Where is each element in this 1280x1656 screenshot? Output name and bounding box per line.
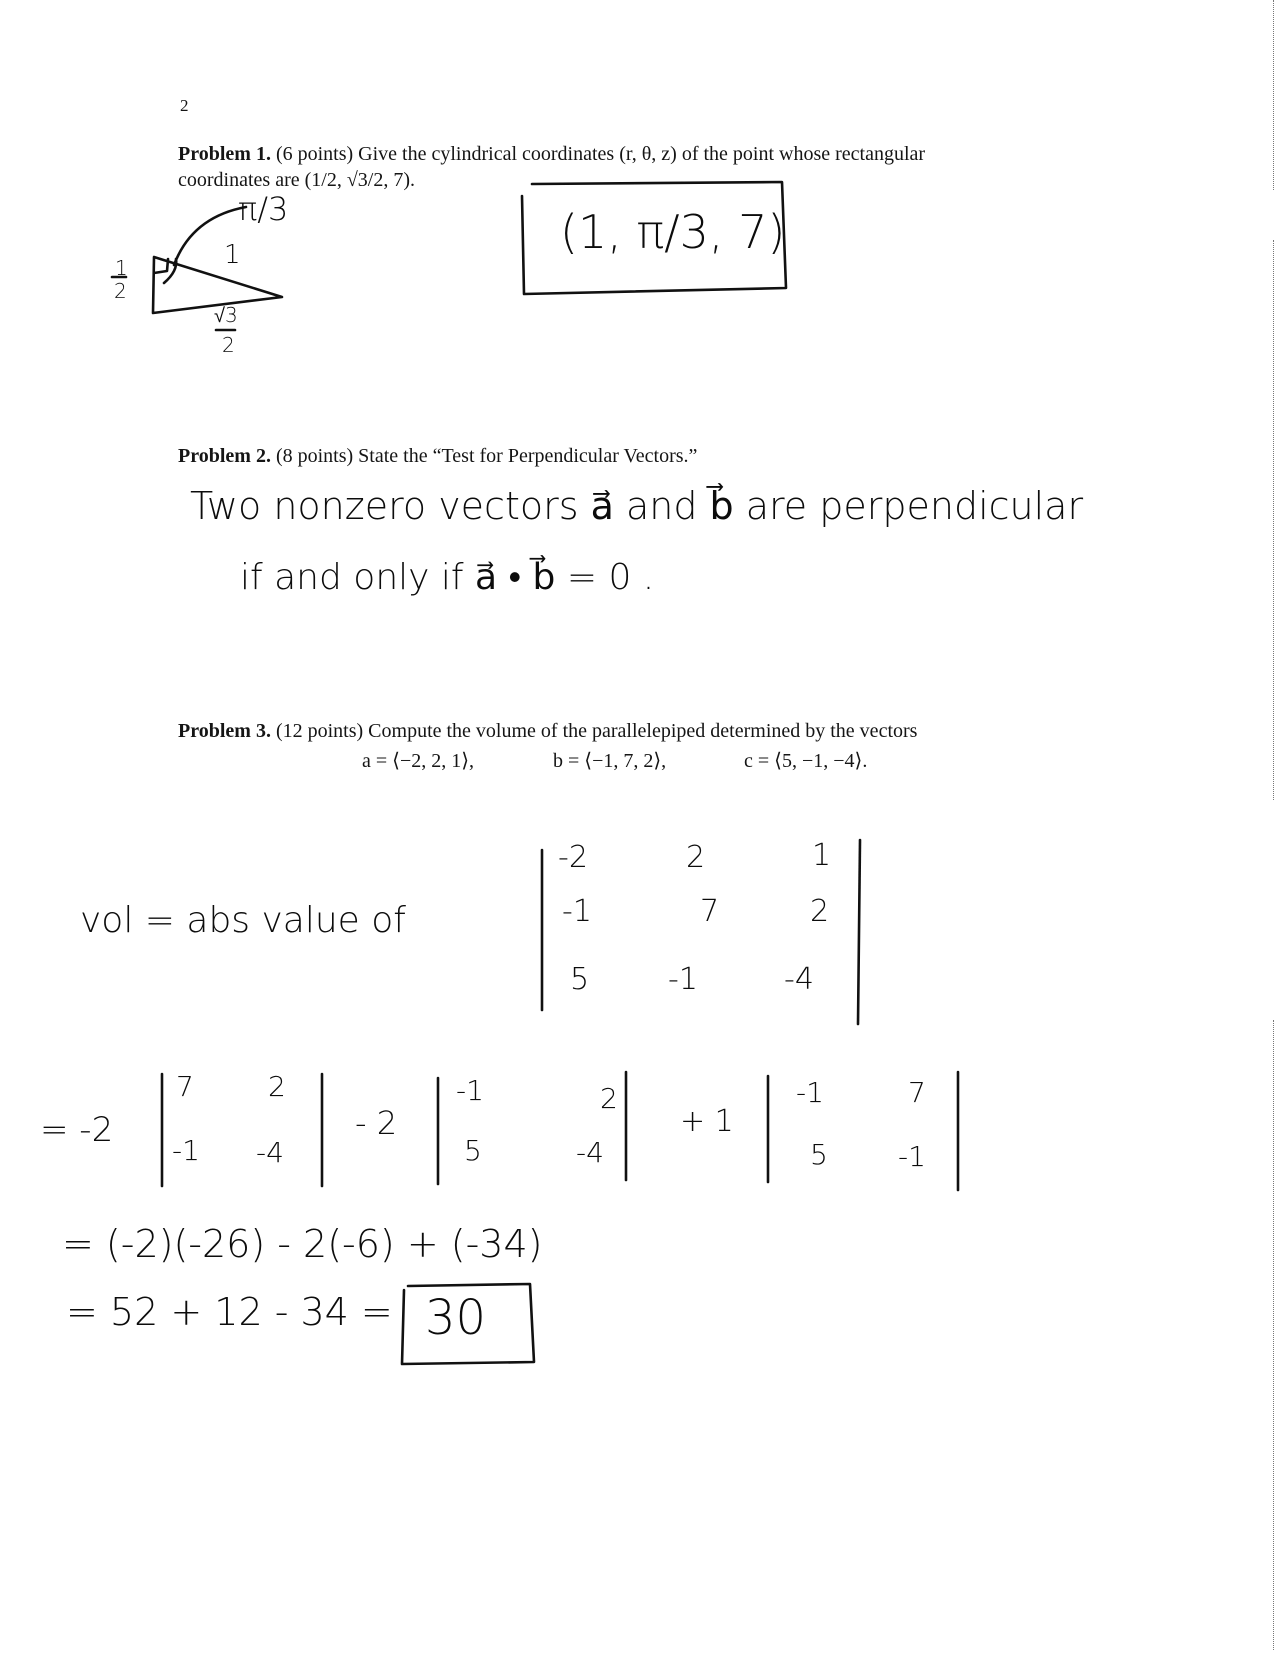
det-r1c1: -2 [558, 840, 588, 875]
minor1-r1c2: 2 [268, 1070, 286, 1103]
minor2-r1c2: 2 [600, 1082, 618, 1115]
problem2-answer-line2: if and only if a⃗ • b⃗ = 0 . [240, 557, 655, 598]
problem3-statement [178, 720, 917, 743]
minor3-r1c2: 7 [908, 1076, 926, 1109]
base-label-numerator: √3 [214, 303, 238, 327]
det-r2c2: 7 [700, 894, 720, 929]
scan-edge-top [1272, 0, 1274, 190]
minor2-r1c1: -1 [456, 1074, 484, 1107]
problem1-answer: (1, π/3, 7) [560, 205, 786, 259]
vector-b: b = ⟨−1, 7, 2⟩, [553, 750, 667, 772]
expansion-lead: = -2 [40, 1110, 114, 1150]
minor2-r2c2: -4 [576, 1136, 604, 1169]
problem2-answer-line1: Two nonzero vectors a⃗ and b⃗ are perpendicular [190, 484, 1084, 528]
minor1-r1c1: 7 [176, 1070, 194, 1103]
problem1-points: (6 points) [275, 143, 354, 165]
minor3-r1c1: -1 [796, 1076, 824, 1109]
vector-a: a = ⟨−2, 2, 1⟩, [362, 750, 475, 772]
problem3-label: Problem 3. [178, 720, 271, 742]
base-label-denominator: 2 [222, 333, 235, 357]
vector-c: c = ⟨5, −1, −4⟩. [744, 750, 868, 772]
det-r2c1: -1 [562, 894, 592, 929]
problem1-statement-line1 [178, 143, 925, 166]
minor1-r2c1: -1 [172, 1134, 200, 1167]
det-r3c1: 5 [570, 962, 590, 997]
det-r1c3: 1 [812, 838, 832, 873]
minor2-r2c1: 5 [464, 1134, 482, 1167]
side-label-numerator: 1 [115, 256, 128, 280]
problem2-statement [178, 445, 697, 468]
det-r3c3: -4 [784, 962, 814, 997]
minor1-r2c2: -4 [256, 1136, 284, 1169]
problem3-text: Compute the volume of the parallelepiped determined by the vectors [368, 720, 918, 742]
minor3-r2c1: 5 [810, 1138, 828, 1171]
final-result: 30 [425, 1290, 487, 1346]
det-r2c3: 2 [810, 894, 830, 929]
scan-edge-mid [1272, 240, 1274, 800]
problem1-text-line2: coordinates are (1/2, √3/2, 7). [178, 169, 416, 191]
side-label-denominator: 2 [114, 279, 127, 303]
expansion-mid: - 2 [355, 1104, 398, 1142]
det-r1c2: 2 [686, 840, 706, 875]
scan-edge-low [1272, 1020, 1274, 1650]
computation-line2: = (-2)(-26) - 2(-6) + (-34) [62, 1222, 543, 1266]
det-r3c2: -1 [668, 962, 698, 997]
problem1-label: Problem 1. [178, 143, 271, 165]
expansion-plus: + 1 [680, 1104, 734, 1139]
problem2-text: State the “Test for Perpendicular Vectors.” [358, 445, 698, 467]
volume-label: vol = abs value of [80, 900, 406, 941]
problem2-label: Problem 2. [178, 445, 271, 467]
hypotenuse-label: 1 [224, 240, 241, 270]
angle-label: π/3 [238, 190, 289, 228]
problem1-text-line1: Give the cylindrical coordinates (r, θ, z) of the point whose rectangular [358, 143, 926, 165]
problem3-points: (12 points) [275, 720, 364, 742]
minor3-r2c2: -1 [898, 1140, 926, 1173]
page-number: 2 [180, 96, 189, 115]
problem2-points: (8 points) [275, 445, 354, 467]
computation-line3: = 52 + 12 - 34 = [66, 1290, 393, 1334]
